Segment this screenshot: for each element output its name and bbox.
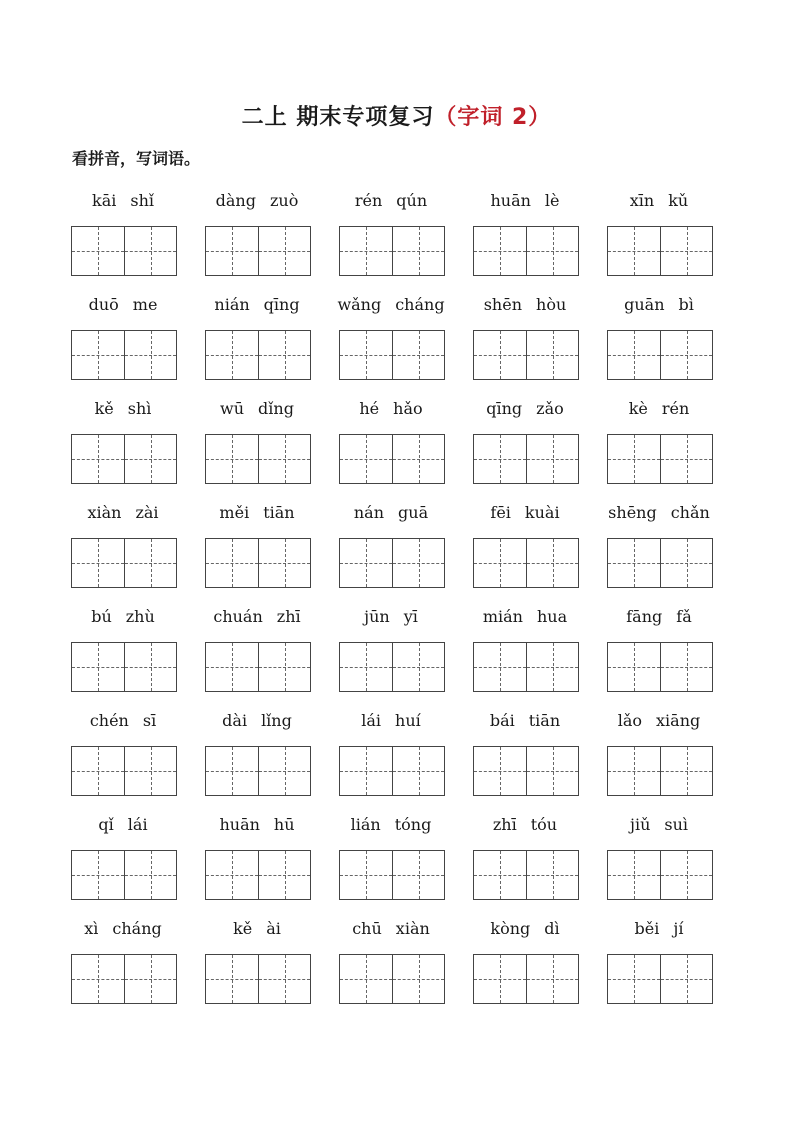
writing-box[interactable] [526,955,578,1003]
writing-box[interactable] [608,435,660,483]
writing-box[interactable] [608,955,660,1003]
word-item [606,706,712,810]
pinyin-label [70,602,176,632]
writing-box[interactable] [72,747,124,795]
pinyin-syllable-1: jūn [364,607,390,626]
pinyin-syllable-2: hua [536,607,568,626]
pinyin-label [204,394,310,424]
pinyin-syllable-1: lǎo [617,711,643,730]
writing-box[interactable] [72,227,124,275]
pinyin-label [472,810,578,840]
tianzige-boxes [339,850,445,900]
tianzige-boxes [205,434,311,484]
pinyin-syllable-2: suì [664,815,689,834]
pinyin-syllable-1: qǐ [98,815,114,834]
pinyin-syllable-1: huān [490,191,531,210]
writing-box[interactable] [526,331,578,379]
pinyin-syllable-2: tiān [263,503,295,522]
writing-box[interactable] [608,851,660,899]
writing-box[interactable] [258,747,310,795]
writing-box[interactable] [474,643,526,691]
writing-box[interactable] [474,227,526,275]
pinyin-label [338,186,444,216]
pinyin-label [204,914,310,944]
word-item [70,290,176,394]
word-item [204,706,310,810]
pinyin-syllable-1: wǎng [337,295,382,314]
tianzige-boxes [339,642,445,692]
pinyin-syllable-1: nán [353,503,385,522]
pinyin-syllable-2: xiāng [656,711,701,730]
writing-box[interactable] [526,227,578,275]
writing-box[interactable] [206,435,258,483]
pinyin-syllable-1: lái [361,711,382,730]
pinyin-syllable-1: shēng [608,503,657,522]
tianzige-boxes [71,954,177,1004]
pinyin-syllable-1: běi [634,919,660,938]
writing-box[interactable] [474,955,526,1003]
writing-box[interactable] [258,331,310,379]
tianzige-boxes [607,434,713,484]
tianzige-boxes [205,538,311,588]
pinyin-label [606,186,712,216]
pinyin-label [338,394,444,424]
pinyin-syllable-2: me [132,295,158,314]
instruction-text: 看拼音，写词语。 [72,149,201,168]
writing-box[interactable] [608,227,660,275]
pinyin-syllable-2: xiàn [395,919,430,938]
tianzige-boxes [71,330,177,380]
pinyin-syllable-1: nián [214,295,250,314]
tianzige-boxes [205,642,311,692]
word-item [338,498,444,602]
writing-box[interactable] [660,435,712,483]
pinyin-syllable-1: kòng [490,919,531,938]
word-item [472,810,578,914]
writing-box[interactable] [124,227,176,275]
pinyin-syllable-1: dàng [215,191,256,210]
pinyin-syllable-2: fǎ [676,607,692,626]
word-item [70,186,176,290]
pinyin-syllable-2: lái [127,815,148,834]
word-item [338,290,444,394]
writing-box[interactable] [608,539,660,587]
writing-box[interactable] [608,643,660,691]
writing-box[interactable] [206,539,258,587]
word-item [606,810,712,914]
pinyin-syllable-1: kě [233,919,253,938]
word-item [338,810,444,914]
pinyin-label [338,706,444,736]
pinyin-syllable-2: zài [135,503,159,522]
pinyin-label [70,498,176,528]
word-item [338,914,444,1018]
writing-box[interactable] [72,331,124,379]
writing-box[interactable] [340,331,392,379]
pinyin-syllable-2: zhù [125,607,155,626]
pinyin-syllable-2: cháng [112,919,162,938]
writing-box[interactable] [258,539,310,587]
pinyin-syllable-2: qīng [263,295,300,314]
pinyin-syllable-1: hé [359,399,380,418]
writing-box[interactable] [340,435,392,483]
word-item [606,914,712,1018]
pinyin-syllable-1: guān [624,295,665,314]
writing-box[interactable] [124,435,176,483]
pinyin-syllable-2: kǔ [668,191,689,210]
pinyin-label [70,394,176,424]
pinyin-syllable-2: kuài [524,503,560,522]
tianzige-boxes [339,954,445,1004]
word-item [70,810,176,914]
pinyin-label [606,602,712,632]
tianzige-boxes [71,434,177,484]
pinyin-syllable-2: shǐ [130,191,154,210]
word-item [472,290,578,394]
writing-box[interactable] [526,435,578,483]
writing-box[interactable] [72,851,124,899]
pinyin-syllable-1: mián [482,607,523,626]
pinyin-syllable-1: zhī [492,815,517,834]
tianzige-boxes [607,226,713,276]
tianzige-boxes [607,538,713,588]
writing-box[interactable] [340,539,392,587]
pinyin-syllable-2: zǎo [536,399,564,418]
pinyin-syllable-1: qīng [486,399,523,418]
writing-box[interactable] [258,435,310,483]
pinyin-syllable-1: rén [354,191,383,210]
pinyin-syllable-2: tóng [394,815,432,834]
tianzige-boxes [473,954,579,1004]
word-item [606,602,712,706]
word-item [606,290,712,394]
writing-box[interactable] [206,851,258,899]
tianzige-boxes [339,434,445,484]
pinyin-label [70,290,176,320]
writing-box[interactable] [474,747,526,795]
tianzige-boxes [607,850,713,900]
pinyin-syllable-1: chuán [213,607,263,626]
word-item [204,914,310,1018]
writing-box[interactable] [526,747,578,795]
writing-box[interactable] [258,227,310,275]
pinyin-syllable-2: zuò [269,191,299,210]
pinyin-label [338,602,444,632]
pinyin-syllable-1: jiǔ [629,815,651,834]
tianzige-boxes [339,746,445,796]
writing-box[interactable] [660,955,712,1003]
pinyin-label [204,602,310,632]
writing-box[interactable] [124,331,176,379]
pinyin-syllable-1: xì [84,919,99,938]
writing-box[interactable] [392,331,444,379]
writing-box[interactable] [340,955,392,1003]
word-item [606,498,712,602]
pinyin-label [338,810,444,840]
pinyin-syllable-2: huí [395,711,421,730]
pinyin-label [70,810,176,840]
pinyin-label [606,706,712,736]
word-item [606,394,712,498]
pinyin-syllable-1: fāng [626,607,663,626]
writing-box[interactable] [660,539,712,587]
word-item [338,186,444,290]
tianzige-boxes [71,850,177,900]
title-main: 二上 期末专项复习 [241,105,435,130]
writing-box[interactable] [526,643,578,691]
pinyin-label [606,290,712,320]
writing-box[interactable] [340,851,392,899]
word-item [472,914,578,1018]
writing-box[interactable] [258,851,310,899]
pinyin-syllable-1: chén [89,711,129,730]
writing-box[interactable] [608,331,660,379]
tianzige-boxes [205,850,311,900]
writing-box[interactable] [474,539,526,587]
tianzige-boxes [473,642,579,692]
pinyin-syllable-1: shēn [483,295,523,314]
pinyin-syllable-1: xiàn [87,503,122,522]
tianzige-boxes [205,226,311,276]
pinyin-syllable-1: wū [220,399,245,418]
writing-box[interactable] [660,643,712,691]
pinyin-label [472,602,578,632]
pinyin-syllable-1: fēi [490,503,511,522]
pinyin-label [70,186,176,216]
word-item [70,394,176,498]
tianzige-boxes [339,226,445,276]
word-item [204,498,310,602]
word-item [70,498,176,602]
tianzige-boxes [473,538,579,588]
writing-box[interactable] [206,227,258,275]
pinyin-syllable-1: xīn [629,191,655,210]
writing-box[interactable] [206,643,258,691]
tianzige-boxes [205,330,311,380]
pinyin-syllable-2: lǐng [261,711,292,730]
pinyin-label [204,186,310,216]
pinyin-syllable-1: duō [88,295,119,314]
word-item [204,602,310,706]
tianzige-boxes [473,850,579,900]
pinyin-syllable-2: bì [678,295,694,314]
pinyin-syllable-2: hū [273,815,295,834]
tianzige-boxes [607,330,713,380]
writing-box[interactable] [392,643,444,691]
word-item [338,394,444,498]
writing-box[interactable] [206,747,258,795]
writing-box[interactable] [474,851,526,899]
pinyin-syllable-1: kāi [92,191,117,210]
tianzige-boxes [473,746,579,796]
tianzige-boxes [607,746,713,796]
tianzige-boxes [607,954,713,1004]
pinyin-syllable-1: huān [219,815,260,834]
pinyin-label [472,706,578,736]
writing-box[interactable] [392,747,444,795]
word-item [338,706,444,810]
pinyin-syllable-2: rén [661,399,690,418]
pinyin-label [606,394,712,424]
word-item [338,602,444,706]
tianzige-boxes [71,538,177,588]
title-accent: （字词 2） [434,105,552,130]
pinyin-label [204,810,310,840]
pinyin-label [472,290,578,320]
pinyin-syllable-2: dì [544,919,560,938]
word-item [204,290,310,394]
word-item [204,394,310,498]
tianzige-boxes [71,746,177,796]
pinyin-syllable-1: měi [219,503,250,522]
writing-box[interactable] [340,643,392,691]
writing-box[interactable] [392,435,444,483]
pinyin-label [606,498,712,528]
writing-box[interactable] [392,227,444,275]
writing-box[interactable] [206,331,258,379]
word-item [204,186,310,290]
writing-box[interactable] [660,331,712,379]
pinyin-syllable-2: jí [673,919,684,938]
writing-box[interactable] [526,539,578,587]
pinyin-label [606,914,712,944]
tianzige-boxes [339,330,445,380]
pinyin-syllable-1: kě [94,399,114,418]
pinyin-syllable-2: tóu [530,815,558,834]
pinyin-syllable-2: guā [398,503,429,522]
writing-box[interactable] [474,331,526,379]
word-item [472,602,578,706]
writing-box[interactable] [124,955,176,1003]
writing-box[interactable] [340,747,392,795]
pinyin-label [204,706,310,736]
pinyin-label [472,394,578,424]
writing-box[interactable] [72,955,124,1003]
word-item [204,810,310,914]
writing-box[interactable] [392,851,444,899]
word-item [606,186,712,290]
pinyin-label [338,290,444,320]
tianzige-boxes [71,226,177,276]
word-item [472,186,578,290]
tianzige-boxes [339,538,445,588]
pinyin-syllable-2: lè [544,191,560,210]
pinyin-syllable-2: chǎn [670,503,710,522]
pinyin-syllable-2: hòu [536,295,567,314]
tianzige-boxes [205,954,311,1004]
pinyin-syllable-2: ài [266,919,281,938]
word-item [472,706,578,810]
pinyin-label [204,498,310,528]
writing-box[interactable] [660,227,712,275]
pinyin-syllable-2: sī [142,711,157,730]
pinyin-label [606,810,712,840]
writing-box[interactable] [474,435,526,483]
writing-box[interactable] [392,955,444,1003]
writing-box[interactable] [206,955,258,1003]
pinyin-label [70,914,176,944]
pinyin-syllable-1: chū [352,919,382,938]
pinyin-syllable-2: cháng [395,295,445,314]
pinyin-syllable-2: shì [127,399,152,418]
tianzige-boxes [607,642,713,692]
writing-box[interactable] [340,227,392,275]
tianzige-boxes [473,330,579,380]
writing-box[interactable] [608,747,660,795]
tianzige-boxes [71,642,177,692]
pinyin-syllable-2: zhī [276,607,301,626]
pinyin-syllable-1: bú [91,607,112,626]
tianzige-boxes [473,226,579,276]
word-item [70,602,176,706]
tianzige-boxes [205,746,311,796]
writing-box[interactable] [660,851,712,899]
writing-box[interactable] [526,851,578,899]
pinyin-label [204,290,310,320]
pinyin-syllable-1: lián [350,815,381,834]
tianzige-boxes [473,434,579,484]
pinyin-syllable-2: tiān [528,711,561,730]
word-item [70,914,176,1018]
pinyin-syllable-2: yī [403,607,418,626]
pinyin-label [472,498,578,528]
writing-box[interactable] [124,643,176,691]
pinyin-label [70,706,176,736]
pinyin-syllable-2: qún [396,191,428,210]
page-title [0,100,793,131]
word-item [472,498,578,602]
word-item [70,706,176,810]
writing-box[interactable] [258,955,310,1003]
pinyin-writing-grid [70,186,714,1018]
writing-box[interactable] [72,435,124,483]
pinyin-label [472,186,578,216]
writing-box[interactable] [72,643,124,691]
pinyin-syllable-1: dài [222,711,248,730]
pinyin-label [472,914,578,944]
pinyin-syllable-1: bái [489,711,515,730]
word-item [472,394,578,498]
writing-box[interactable] [660,747,712,795]
pinyin-syllable-1: kè [628,399,648,418]
pinyin-syllable-2: hǎo [393,399,423,418]
writing-box[interactable] [392,539,444,587]
writing-box[interactable] [72,539,124,587]
pinyin-syllable-2: dǐng [258,399,294,418]
writing-box[interactable] [124,851,176,899]
writing-box[interactable] [124,747,176,795]
writing-box[interactable] [258,643,310,691]
writing-box[interactable] [124,539,176,587]
pinyin-label [338,498,444,528]
pinyin-label [338,914,444,944]
